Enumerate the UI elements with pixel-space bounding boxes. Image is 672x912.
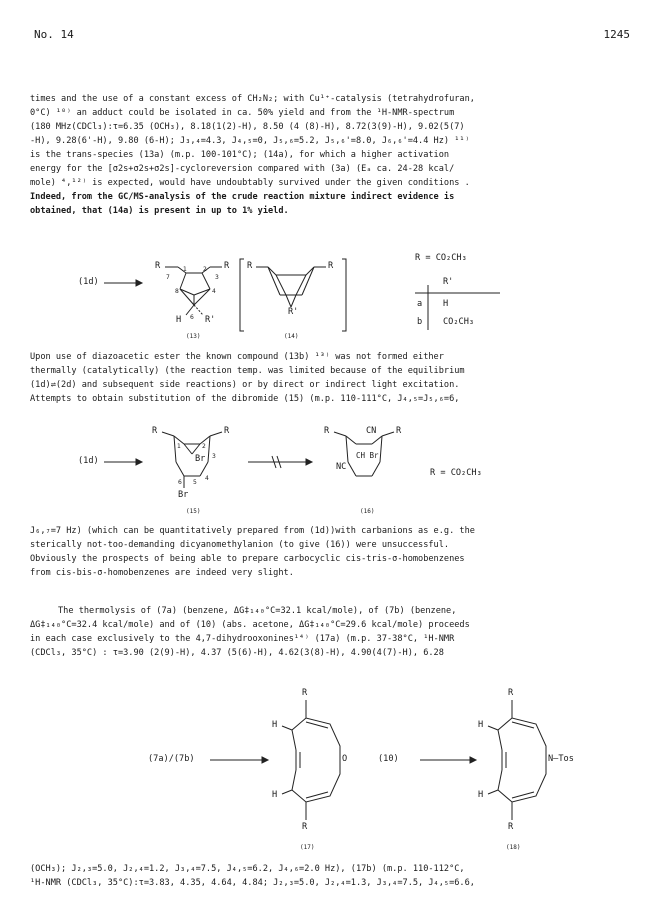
text-line: Obviously the prospects of being able to prepare carbocyclic cis-tris-σ-homobenzenes <box>30 554 465 564</box>
atom-number: 3 <box>212 453 216 460</box>
atom-Br: Br <box>178 490 189 500</box>
r-definition: R = CO₂CH₃ <box>415 253 467 263</box>
atom-number: 3 <box>215 274 219 281</box>
text-line: -H), 9.28(6'-H), 9.80 (6-H); J₃,₄=4.3, J₄,₅=0, J₅,₆=5.2, J₅,₆'=8.0, J₆,₆'=4.4 Hz) ¹¹⁾ <box>30 136 470 146</box>
atom-R: R <box>224 261 230 271</box>
text-line: obtained, that (14a) is present in up to 1% yield. <box>30 206 289 216</box>
compound-label-13: (13) <box>186 333 201 340</box>
atom-CN: CN <box>366 426 377 436</box>
reactant-label-1d: (1d) <box>78 277 99 287</box>
arrow-head <box>262 757 268 763</box>
arrow-head <box>306 459 312 465</box>
atom-N-Tos: N—Tos <box>548 754 574 764</box>
compound-label-17: (17) <box>300 844 315 851</box>
atom-R: R <box>324 426 330 436</box>
atom-H: H <box>478 720 484 730</box>
scheme-1 <box>0 245 672 345</box>
page-number: 1245 <box>603 28 630 41</box>
atom-number: 2 <box>202 443 206 450</box>
text-line: (180 MHz(CDCl₃):τ=6.35 (OCH₃), 8.18(1(2)-H), 8.50 (4 (8)-H), 8.72(3(9)-H), 9.02(5(7) <box>30 122 465 132</box>
scheme-2 <box>0 418 672 518</box>
paragraph-4 <box>30 604 642 660</box>
text-line: from cis-bis-σ-homobenzenes are indeed very slight. <box>30 568 294 578</box>
compound-label-16: (16) <box>360 508 375 515</box>
atom-number: 8 <box>175 288 179 295</box>
text-line: ΔG‡₁₄₀°C=32.4 kcal/mole) and of (10) (abs. acetone, ΔG‡₁₄₀°C=29.6 kcal/mole) proceeds <box>30 620 470 630</box>
text-line: thermally (catalytically) (the reaction temp. was limited because of the equilibrium <box>30 366 465 376</box>
atom-O: O <box>342 754 348 764</box>
text-line: ¹H-NMR (CDCl₃, 35°C):τ=3.83, 4.35, 4.64, 4.84; J₂,₃=5.0, J₂,₄=1.3, J₃,₄=7.5, J₄,₅=6.6, <box>30 878 475 888</box>
text-line: 0°C) ¹⁰⁾ an adduct could be isolated in ca. 50% yield and from the ¹H-NMR-spectrum <box>30 108 455 118</box>
atom-R-prime: R' <box>205 315 216 325</box>
compound-label-14: (14) <box>284 333 299 340</box>
atom-H: H <box>272 790 278 800</box>
issue-number: No. 14 <box>34 28 74 41</box>
row-a-key: a <box>417 299 423 309</box>
atom-number: 6 <box>178 479 182 486</box>
row-a-value: H <box>443 299 449 309</box>
reactant-label-10: (10) <box>378 754 399 764</box>
text-line: mole) ⁴,¹²⁾ is expected, would have undoubtably survived under the given conditions . <box>30 178 470 188</box>
atom-number: 7 <box>166 274 170 281</box>
r-definition: R = CO₂CH₃ <box>430 468 482 478</box>
text-line: is the trans-species (13a) (m.p. 100-101°C); (14a), for which a higher activation <box>30 150 450 160</box>
atom-R: R <box>152 426 158 436</box>
paragraph-5 <box>30 862 642 890</box>
text-line: Attempts to obtain substitution of the dibromide (15) (m.p. 110-111°C, J₄,₅=J₅,₆=6, <box>30 394 460 404</box>
atom-R-prime: R' <box>288 307 299 317</box>
text-line: sterically not-too-demanding dicyanomethylanion (to give (16)) were unsuccessful. <box>30 540 450 550</box>
atom-R: R <box>508 822 514 832</box>
text-line: energy for the [σ2s+σ2s+σ2s]-cycloreversion compared with (3a) (Eₐ ca. 24-28 kcal/ <box>30 164 455 174</box>
atom-R: R <box>508 688 514 698</box>
substituent-table <box>415 253 555 343</box>
text-line: The thermolysis of (7a) (benzene, ΔG‡₁₄₀°C=32.1 kcal/mole), of (7b) (benzene, <box>58 606 457 616</box>
atom-H: H <box>176 315 182 325</box>
text-line: (CDCl₃, 35°C) : τ=3.90 (2(9)-H), 4.37 (5(6)-H), 4.62(3(8)-H), 4.90(4(7)-H), 6.28 <box>30 648 444 658</box>
arrow-head <box>136 459 142 465</box>
arrow-head <box>136 280 142 286</box>
atom-H: H <box>478 790 484 800</box>
atom-number: 1 <box>183 266 187 273</box>
atom-R: R <box>155 261 161 271</box>
paragraph-1 <box>30 92 642 218</box>
atom-R: R <box>224 426 230 436</box>
atom-CHBr: CH Br <box>356 451 379 460</box>
atom-number: 4 <box>205 475 209 482</box>
atom-number: 5 <box>193 479 197 486</box>
scheme-3 <box>0 668 672 858</box>
compound-label-18: (18) <box>506 844 521 851</box>
text-line: Indeed, from the GC/MS-analysis of the crude reaction mixture indirect evidence is <box>30 192 455 202</box>
text-line: times and the use of a constant excess of CH₂N₂; with Cu¹⁺-catalysis (tetrahydrofuran, <box>30 94 475 104</box>
atom-number: 6 <box>190 314 194 321</box>
atom-H: H <box>272 720 278 730</box>
paragraph-2 <box>30 350 642 406</box>
table-header: R' <box>443 277 454 287</box>
arrow-head <box>470 757 476 763</box>
text-line: J₆,₇=7 Hz) (which can be quantitatively prepared from (1d))with carbanions as e.g. the <box>30 526 475 536</box>
atom-number: 2 <box>203 266 207 273</box>
atom-R: R <box>302 688 308 698</box>
atom-number: 4 <box>212 288 216 295</box>
text-line: Upon use of diazoacetic ester the known compound (13b) ¹³⁾ was not formed either <box>30 352 444 362</box>
atom-R: R <box>302 822 308 832</box>
atom-R: R <box>328 261 334 271</box>
row-b-value: CO₂CH₃ <box>443 317 475 327</box>
atom-NC: NC <box>336 462 347 472</box>
atom-number: 1 <box>177 443 181 450</box>
text-line: (1d)⇌(2d) and subsequent side reactions) or by direct or indirect light excitation. <box>30 380 460 390</box>
atom-R: R <box>247 261 253 271</box>
compound-label-15: (15) <box>186 508 201 515</box>
text-line: (OCH₃); J₂,₃=5.0, J₂,₄=1.2, J₃,₄=7.5, J₄,₅=6.2, J₄,₆=2.0 Hz), (17b) (m.p. 110-112°C, <box>30 864 465 874</box>
text-line: in each case exclusively to the 4,7-dihydrooxonines¹⁴⁾ (17a) (m.p. 37-38°C, ¹H-NMR <box>30 634 455 644</box>
atom-R: R <box>396 426 402 436</box>
reactant-label-7a-7b: (7a)/(7b) <box>148 754 195 764</box>
scheme-1-drawing <box>0 245 672 345</box>
paragraph-3 <box>30 524 642 580</box>
reactant-label-1d: (1d) <box>78 456 99 466</box>
row-b-key: b <box>417 317 423 327</box>
atom-Br: Br <box>195 454 206 464</box>
